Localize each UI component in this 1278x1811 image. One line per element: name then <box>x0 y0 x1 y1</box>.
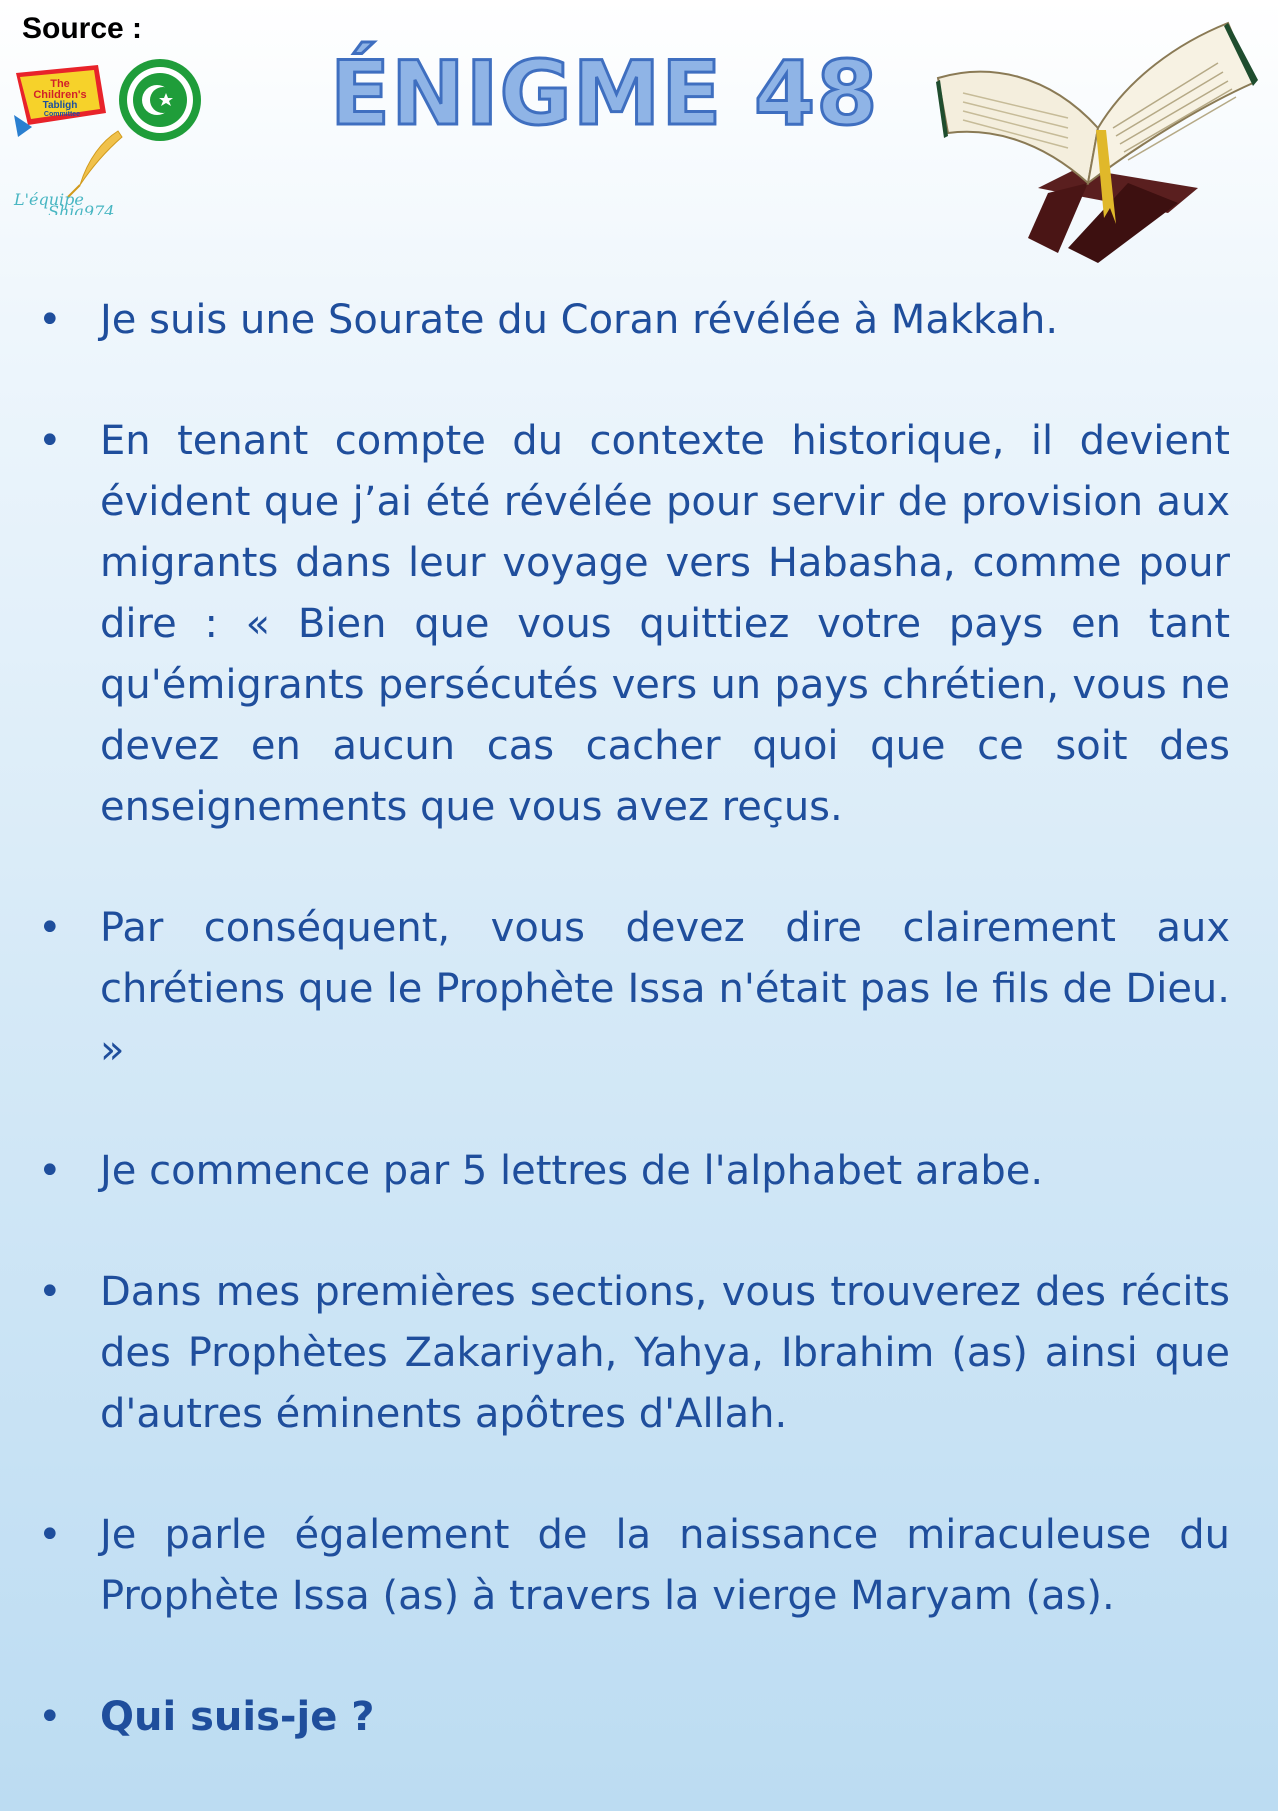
question-text: Qui suis-je ? <box>100 1694 375 1740</box>
list-item <box>38 1687 1230 1748</box>
list-item <box>38 411 1230 838</box>
clue-text: Je commence par 5 lettres de l'alphabet arabe. <box>100 1148 1044 1194</box>
svg-text:The: The <box>50 78 70 90</box>
svg-text:Committee: Committee <box>43 111 81 118</box>
bullet-marker: • <box>38 1512 62 1558</box>
bullet-marker: • <box>38 1269 62 1315</box>
svg-text:L'équipe: L'équipe <box>14 190 84 209</box>
bullet-marker: • <box>38 905 62 951</box>
riddle-clues-list <box>38 290 1230 1748</box>
bullet-marker: • <box>38 297 62 343</box>
source-label: Source : <box>22 12 143 45</box>
bullet-marker: • <box>38 1694 62 1740</box>
clue-text: Par conséquent, vous devez dire clairement aux chrétiens que le Prophète Issa n'était pas le fils de Dieu. » <box>100 905 1230 1073</box>
childrens-tabligh-logo <box>14 65 106 137</box>
logos-group <box>10 55 210 215</box>
clue-text: Je suis une Sourate du Coran révélée à Makkah. <box>100 297 1059 343</box>
svg-text:Children's: Children's <box>33 89 87 101</box>
bullet-marker: • <box>38 1148 62 1194</box>
clue-text: Je parle également de la naissance miraculeuse du Prophète Issa (as) à travers la vierge Maryam (as). <box>100 1512 1230 1619</box>
clue-text: En tenant compte du contexte historique, il devient évident que j’ai été révélée pour servir de provision aux migrants dans leur voyage vers Habasha, comme pour dire : « Bien que vous quittiez votre pays en tant qu'émigrants persécutés vers un pays chrétien, vous ne devez en aucun cas cacher quoi que ce soit des enseignements que vous avez reçus. <box>100 418 1230 830</box>
list-item <box>38 1505 1230 1627</box>
list-item <box>38 290 1230 351</box>
list-item <box>38 898 1230 1081</box>
quran-on-stand-image <box>928 18 1260 263</box>
community-badge-logo <box>119 59 201 141</box>
feather-signature-logo <box>13 131 122 215</box>
clue-text: Dans mes premières sections, vous trouverez des récits des Prophètes Zakariyah, Yahya, Ibrahim (as) ainsi que d'autres éminents apôtres d'Allah. <box>100 1269 1230 1437</box>
list-item <box>38 1141 1230 1202</box>
bullet-marker: • <box>38 418 62 464</box>
svg-text:Tabligh: Tabligh <box>42 100 78 111</box>
page-title: ÉNIGME 48 <box>330 42 879 145</box>
svg-text:Shia974: Shia974 <box>48 202 115 215</box>
list-item <box>38 1262 1230 1445</box>
